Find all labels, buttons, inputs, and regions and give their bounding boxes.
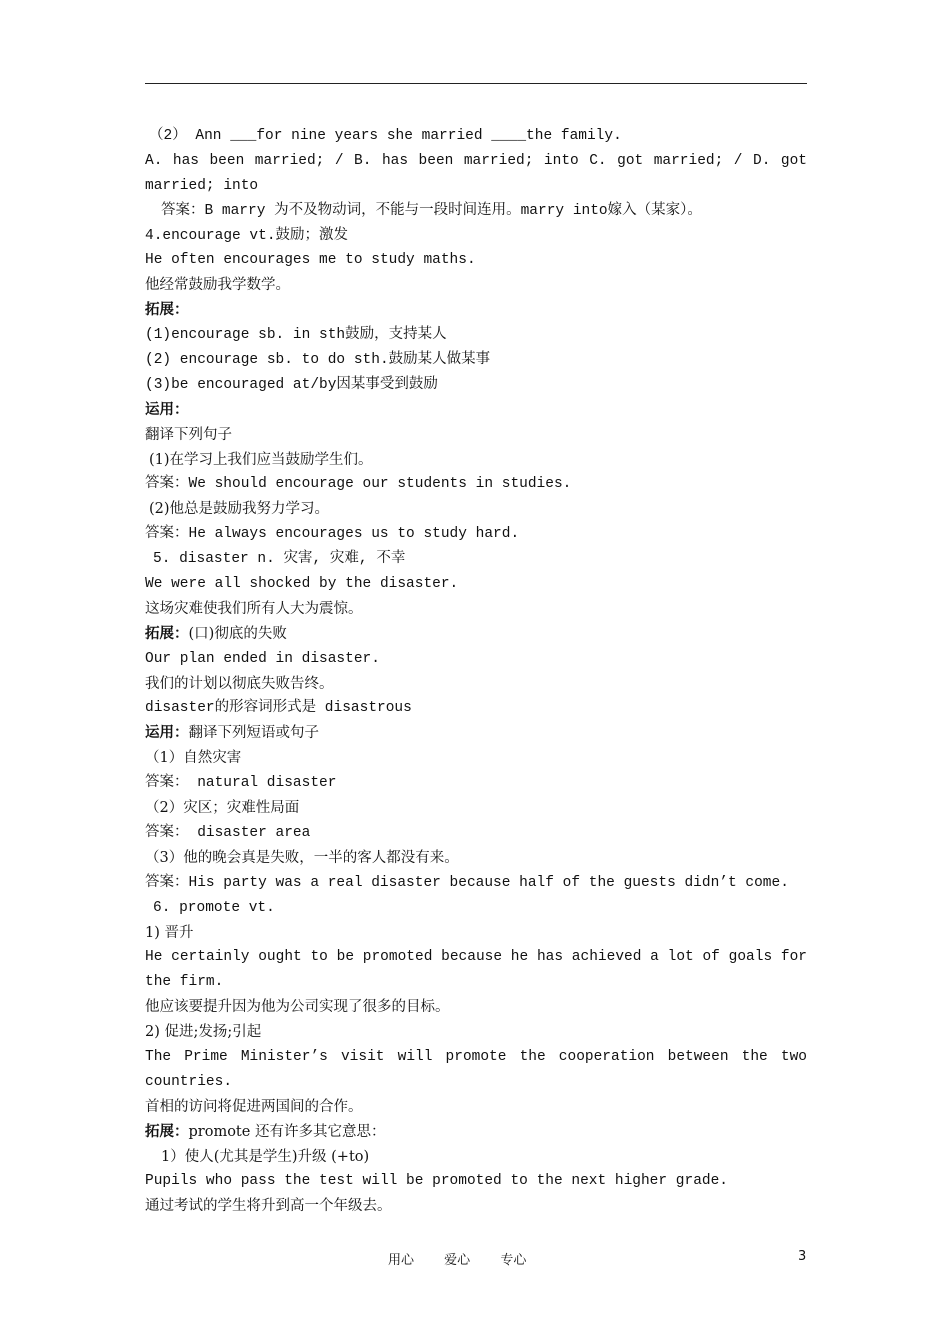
text-span: promote 还有许多其它意思： bbox=[188, 1123, 386, 1140]
text-line: A. has been married; / B. has been married; into C. got married; / D. got bbox=[145, 152, 807, 169]
text-line: (2)他总是鼓励我努力学习。 bbox=[149, 501, 330, 518]
text-line: 翻译下列句子 bbox=[145, 426, 232, 443]
text-line: 他应该要提升因为他为公司实现了很多的目标。 bbox=[145, 999, 450, 1016]
text-line: 答案：He always encourages us to study hard. bbox=[145, 526, 520, 543]
text-line: Pupils who pass the test will be promoted to the next higher grade. bbox=[145, 1173, 728, 1190]
text-line: 1）使人(尤其是学生)升级 (+to) bbox=[161, 1148, 370, 1165]
text-line bbox=[145, 721, 807, 746]
footer-motto-3: 专心 bbox=[500, 1253, 527, 1268]
label-extension: 拓展： bbox=[145, 624, 189, 642]
text-line: He certainly ought to be promoted because he has achieved a lot of goals for bbox=[145, 949, 807, 966]
text-span: (口)彻底的失败 bbox=[188, 625, 287, 642]
text-line: 首相的访问将促进两国间的合作。 bbox=[145, 1098, 363, 1115]
text-line bbox=[145, 622, 807, 647]
label-extension: 拓展： bbox=[145, 1122, 189, 1140]
label-usage: 运用： bbox=[145, 400, 189, 418]
text-line: (1)encourage sb. in sth鼓励，支持某人 bbox=[145, 327, 447, 344]
footer-motto bbox=[388, 1249, 552, 1268]
text-line: 通过考试的学生将升到高一个年级去。 bbox=[145, 1198, 392, 1215]
text-line: （2） Ann ___for nine years she married ____the family. bbox=[149, 128, 622, 144]
section-heading: 4.encourage vt.鼓励；激发 bbox=[145, 227, 349, 244]
text-line: 我们的计划以彻底失败告终。 bbox=[145, 675, 334, 692]
text-line: 这场灾难使我们所有人大为震惊。 bbox=[145, 600, 363, 617]
header-rule bbox=[145, 83, 807, 84]
text-line: (1)在学习上我们应当鼓励学生们。 bbox=[149, 451, 373, 468]
text-line: 答案： disaster area bbox=[145, 824, 311, 841]
text-line: （3）他的晚会真是失败，一半的客人都没有来。 bbox=[145, 849, 459, 866]
section-heading: 6. promote vt. bbox=[153, 899, 275, 916]
text-line: 他经常鼓励我学数学。 bbox=[145, 277, 290, 294]
text-line: married; into bbox=[145, 177, 259, 194]
text-line: 答案：We should encourage our students in studies. bbox=[145, 476, 572, 493]
footer-motto-2: 爱心 bbox=[444, 1253, 471, 1268]
text-line: （2）灾区；灾难性局面 bbox=[145, 800, 300, 817]
text-line: 2) 促进;发扬;引起 bbox=[145, 1024, 262, 1041]
text-line: (3)be encouraged at/by因某事受到鼓励 bbox=[145, 376, 438, 393]
label-extension: 拓展： bbox=[145, 301, 189, 319]
text-line: 1) 晋升 bbox=[145, 924, 194, 941]
text-line: countries. bbox=[145, 1073, 233, 1090]
footer-motto-1: 用心 bbox=[388, 1253, 415, 1268]
text-line: （1）自然灾害 bbox=[145, 750, 242, 767]
document-body bbox=[145, 124, 807, 1219]
text-line: He often encourages me to study maths. bbox=[145, 252, 476, 269]
text-line: We were all shocked by the disaster. bbox=[145, 576, 459, 593]
text-line bbox=[145, 1120, 807, 1145]
section-heading: 5. disaster n. 灾害, 灾难, 不幸 bbox=[153, 551, 406, 568]
text-line: the firm. bbox=[145, 974, 224, 991]
text-line: disaster的形容词形式是 disastrous bbox=[145, 700, 412, 717]
text-span: 翻译下列短语或句子 bbox=[188, 725, 319, 742]
text-line: 答案：B marry 为不及物动词，不能与一段时间连用。marry into嫁入（某家）。 bbox=[161, 202, 702, 219]
label-usage: 运用： bbox=[145, 724, 189, 742]
text-line: 答案：His party was a real disaster because half of the guests didn’t come. bbox=[145, 874, 789, 891]
page-number: 3 bbox=[798, 1249, 807, 1264]
text-line: Our plan ended in disaster. bbox=[145, 650, 380, 667]
text-line: 答案： natural disaster bbox=[145, 775, 337, 792]
text-line: The Prime Minister’s visit will promote the cooperation between the two bbox=[145, 1048, 807, 1065]
text-line: (2) encourage sb. to do sth.鼓励某人做某事 bbox=[145, 352, 491, 369]
